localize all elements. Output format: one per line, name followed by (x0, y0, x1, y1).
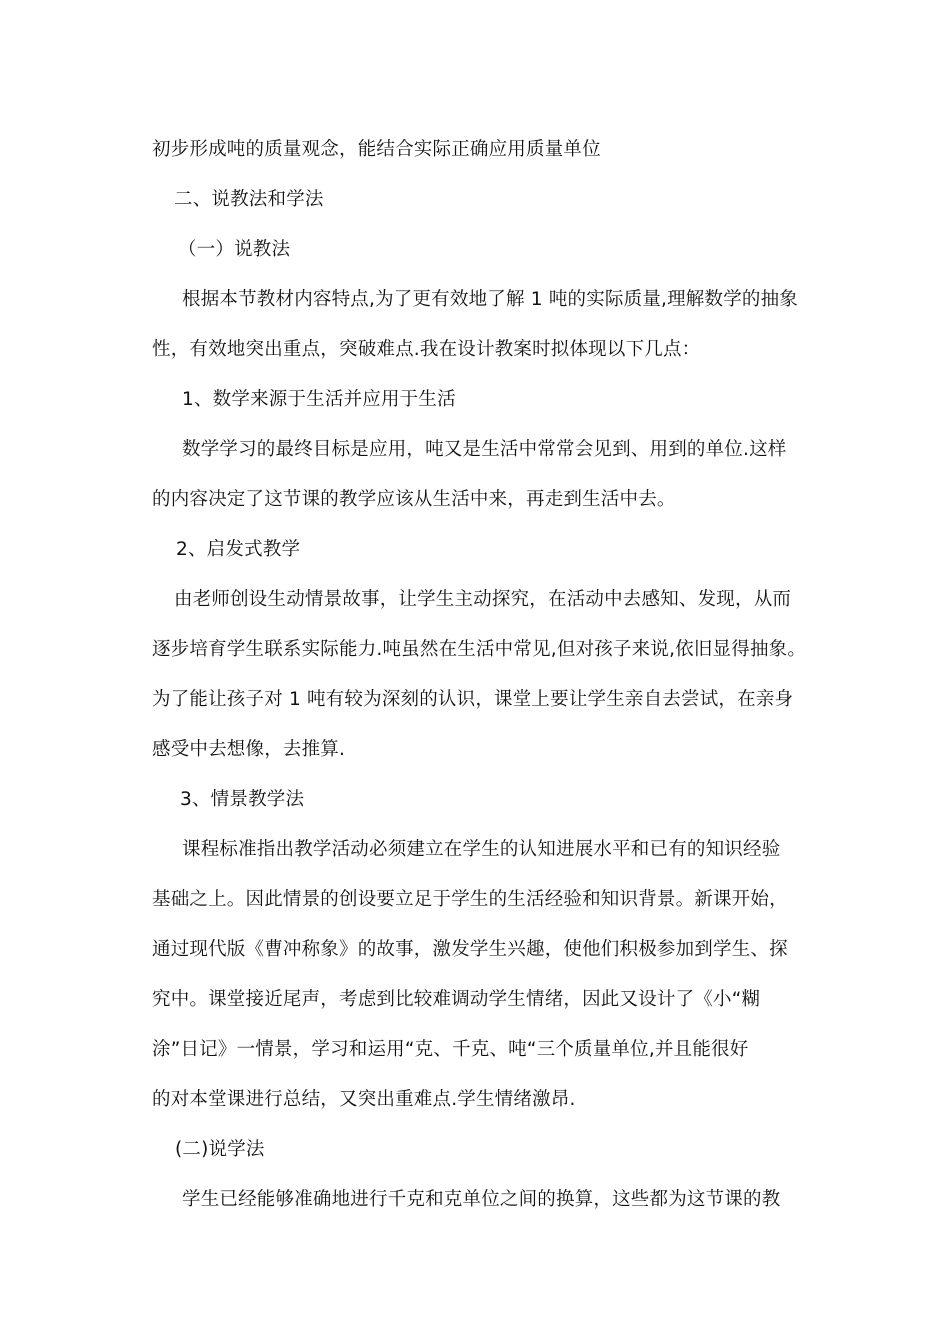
text-line: 性，有效地突出重点，突破难点.我在设计教案时拟体现以下几点： (152, 339, 701, 360)
text-line: 感受中去想像，去推算. (152, 739, 346, 760)
list-heading: 2、启发式教学 (176, 539, 301, 560)
text-line: 数学学习的最终目标是应用，吨又是生活中常常会见到、用到的单位.这样 (182, 439, 787, 460)
text-line: 的对本堂课进行总结，又突出重难点.学生情绪激昂. (152, 1089, 576, 1110)
text-line: 为了能让孩子对 1 吨有较为深刻的认识，课堂上要让学生亲自去尝试，在亲身 (152, 689, 794, 710)
text-line: 的内容决定了这节课的教学应该从生活中来，再走到生活中去。 (152, 489, 676, 510)
section-heading: 二、说教法和学法 (174, 189, 324, 210)
text-line: 根据本节教材内容特点,为了更有效地了解 1 吨的实际质量,理解数学的抽象 (182, 289, 798, 310)
text-line: 由老师创设生动情景故事，让学生主动探究，在活动中去感知、发现，从而 (174, 589, 792, 610)
subsection-heading: (二)说学法 (175, 1139, 265, 1160)
text-line: 课程标准指出教学活动必须建立在学生的认知进展水平和已有的知识经验 (182, 839, 781, 860)
text-line: 学生已经能够准确地进行千克和克单位之间的换算，这些都为这节课的教 (182, 1189, 781, 1210)
subsection-heading: （一）说教法 (178, 239, 291, 260)
text-line: 究中。课堂接近尾声，考虑到比较难调动学生情绪，因此又设计了《小“糊 (152, 989, 761, 1010)
text-line: 初步形成吨的质量观念，能结合实际正确应用质量单位 (152, 139, 601, 160)
text-line: 涂”日记》一情景，学习和运用“克、千克、吨“三个质量单位,并且能很好 (152, 1039, 749, 1060)
list-heading: 3、情景教学法 (180, 789, 305, 810)
text-line: 通过现代版《曹冲称象》的故事，激发学生兴趣，使他们积极参加到学生、探 (152, 939, 788, 960)
text-line: 基础之上。因此情景的创设要立足于学生的生活经验和知识背景。新课开始， (152, 889, 788, 910)
list-heading: 1、数学来源于生活并应用于生活 (182, 389, 456, 410)
text-line: 逐步培育学生联系实际能力.吨虽然在生活中常见,但对孩子来说,依旧显得抽象。 (152, 639, 807, 660)
